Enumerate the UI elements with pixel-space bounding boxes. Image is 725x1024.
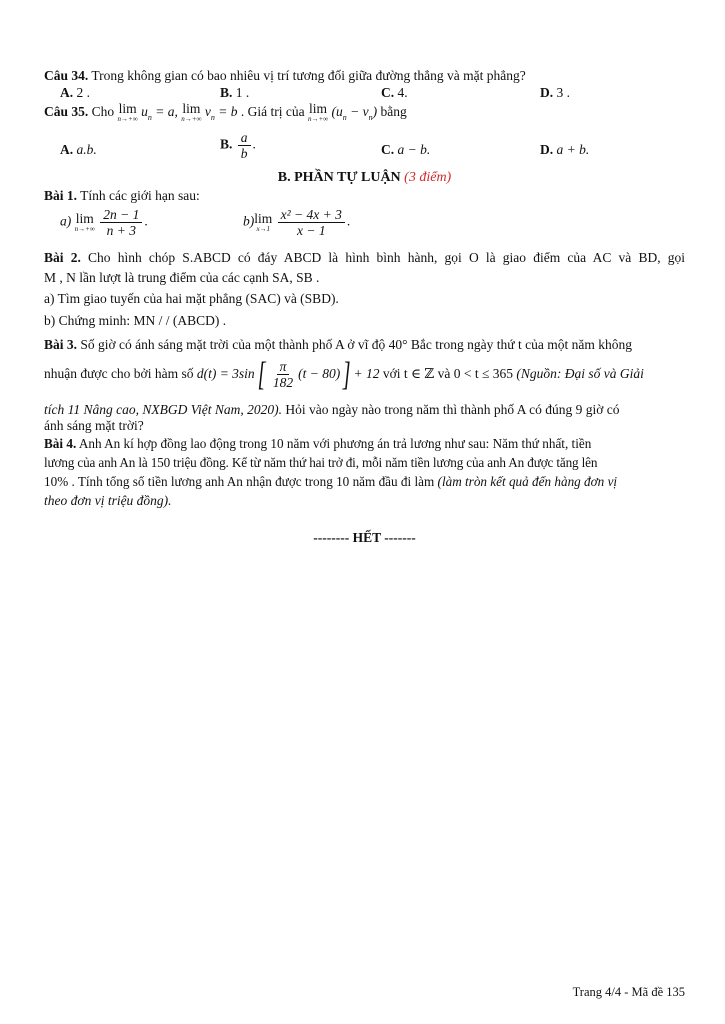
question-34-text: Trong không gian có bao nhiêu vị trí tương đối giữa đường thẳng và mặt phẳng? [91,68,526,83]
page-footer: Trang 4/4 - Mã đề 135 [572,985,685,999]
bai-4-line4: theo đơn vị triệu đồng). [44,493,172,508]
q34-option-d: D. 3 . [540,85,570,100]
bai-2-line1: Bài 2. Cho hình chóp S.ABCD có đáy ABCD là hình bình hành, gọi O là giao điểm của AC và BD, gọi [44,250,686,265]
bai-4-line2: lương của anh An là 150 triệu đồng. Kể từ năm thứ hai trở đi, mỗi năm tiền lương của anh An được tăng lên [44,455,598,470]
bai-3-line4: ánh sáng mặt trời? [44,418,144,433]
bai-3-line1: Bài 3. Số giờ có ánh sáng mặt trời của một thành phố A ở vĩ độ 40° Bắc trong ngày thứ t của một năm không [44,337,632,352]
question-35-label: Câu 35. [44,104,89,120]
q35-option-c: C. a − b. [381,142,431,157]
end-marker: -------- HẾT ------- [313,530,416,545]
limit-diff: lim n→+∞ [307,101,329,123]
q35-option-d: D. a + b. [540,142,590,157]
bai-1a: a) lim n→+∞ $\frac{2n - 1}{n + 3}$ . [60,207,148,238]
q34-option-a: A. 2 . [60,85,90,100]
bai-3-line2: nhuận được cho bởi hàm số d(t) = 3sin[ $\frac{\pi}{182}$ (t − 80)] + 12 với t ∈ ℤ và 0 < t ≤ 365 (Nguồn: Đại số và Giải [44,355,644,393]
question-35: Câu 35. Cho lim n→+∞ $u_n = a$, lim n→+∞ $v_n = b$ . Giá trị của lim n→+∞ $(u_n - v_n)$ bằng [44,101,407,123]
sunlight-formula: d(t) = 3sin[ $\frac{\pi}{182}$ (t − 80)] + 12 [196,355,380,393]
bai-2-part-a: a) Tìm giao tuyến của hai mặt phẳng (SAC) và (SBD). [44,291,339,306]
q34-option-b: B. 1 . [220,85,250,100]
q34-option-c: C. 4. [381,85,408,100]
bai-2-line2: M , N lần lượt là trung điểm của các cạnh SA, SB . [44,270,320,285]
bai-3-line3: tích 11 Nâng cao, NXBGD Việt Nam, 2020). Hỏi vào ngày nào trong năm thì thành phố A có đúng 9 giờ có [44,402,620,417]
question-34 [44,68,685,84]
section-b-heading: B. PHẦN TỰ LUẬN (3 điểm) [277,170,452,185]
bai-1b: b) lim x→1 $\frac{\text{x² − 4x + 3}}{x - 1}$ . [243,207,351,238]
q35-option-b: B. $\frac{a}{b}$ . [220,130,256,161]
bai-4-line1: Bài 4. Anh An kí hợp đồng lao động trong 10 năm với phương án trả lương như sau: Năm thứ nhất, tiền [44,436,592,451]
question-34-label: Câu 34. [44,68,89,83]
bai-2-part-b: b) Chứng minh: MN / / (ABCD) . [44,313,227,328]
q35-option-a: A. a.b. [60,142,97,157]
bai-4-line3: 10% . Tính tổng số tiền lương anh An nhận được trong 10 năm đầu đi làm (làm tròn kết quả đến hàng đơn vị [44,474,618,489]
limit-v: lim n→+∞ [181,101,202,123]
bai-1-heading: Bài 1. Tính các giới hạn sau: [44,188,200,203]
limit-u: lim n→+∞ [117,101,138,123]
